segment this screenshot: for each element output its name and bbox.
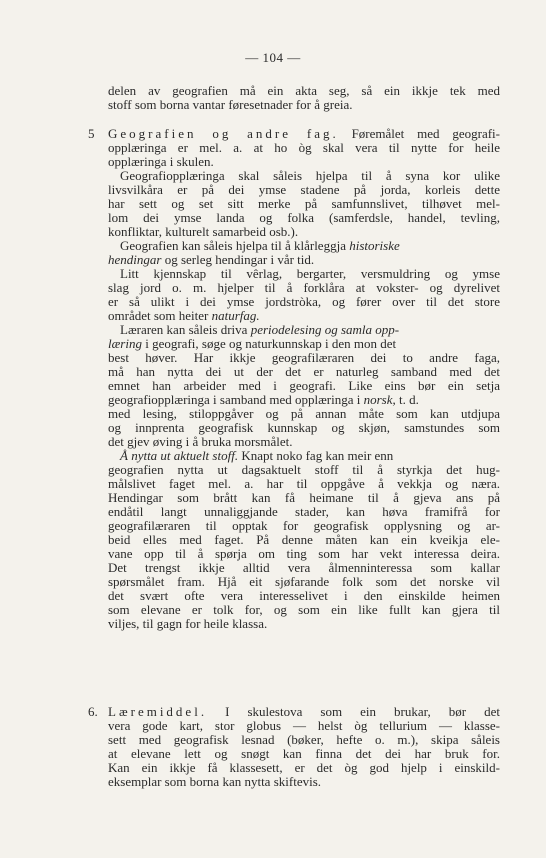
text-line: endåtil langt unnaliggjande stader, kan høva framifrå for xyxy=(108,504,500,519)
intro-paragraph xyxy=(108,84,500,112)
text-line: Litt kjennskap til vêrlag, bergarter, versmuldring og ymse xyxy=(120,266,500,281)
text-line: Å nytta ut aktuelt stoff. Knapt noko fag kan meir enn xyxy=(120,448,394,463)
text-line: konfliktar, kulturelt samarbeid osb.). xyxy=(108,224,299,239)
text-line: sett med geografisk lesnad (bøker, hefte o. m.), skipa såleis xyxy=(108,732,500,747)
section-number: 6. xyxy=(88,704,98,719)
text-line: det gjev øving i å bruka morsmålet. xyxy=(108,434,293,449)
text-line: emnet han arbeider med i geografi. Like eins bør ein setja xyxy=(108,378,500,393)
text-line: viljes, til gagn for heile klassa. xyxy=(108,616,268,631)
text-line: Kan ein ikkje få klassesett, er det òg god hjelp i einskild- xyxy=(108,760,500,775)
text-line: Læraren kan såleis driva periodelesing og samla opp- xyxy=(120,322,400,337)
text-line: beid elles med faget. På denne måten kan ein kveikja ele- xyxy=(108,532,500,547)
text-line: er så ulikt i dei ymse jordstròka, og fører over til det store xyxy=(108,294,500,309)
text-line: opplæringa er mel. a. at ho òg skal vera til nytte for heile xyxy=(108,140,500,155)
text-line: geografiopplæringa i samband med opplæringa i norsk, t. d. xyxy=(108,392,419,407)
text-line: som elevane er tolk for, og som ein like fullt kan gjera til xyxy=(108,602,500,617)
text-line: Geografiopplæringa skal såleis hjelpa til å syna kor ulike xyxy=(120,168,500,183)
text-line: stoff som borna vantar føresetnader for å greia. xyxy=(108,97,353,112)
text-line: opplæringa i skulen. xyxy=(108,154,214,169)
text-line: vera gode kart, stor globus — helst òg tellurium — klasse- xyxy=(108,718,500,733)
section-5 xyxy=(108,127,500,631)
page-number: — 104 — xyxy=(245,50,301,65)
text-line: delen av geografien må ein akta seg, så ein ikkje tek med xyxy=(108,83,500,98)
text-line: og innprenta geografisk kunnskap og skjøn, samstundes som xyxy=(108,420,500,435)
text-line: må han nytta dei ut der det er naturleg samband med det xyxy=(108,364,500,379)
text-line: Hendingar som brått kan få heimane til å gjeva ans på xyxy=(108,490,500,505)
text-line: Geografien og andre fag. Føremålet med geografi- xyxy=(108,126,500,141)
text-line: hendingar og serleg hendingar i vår tid. xyxy=(108,252,315,267)
text-line: livsvilkåra er på dei ymse stadene på jorda, korleis dette xyxy=(108,182,500,197)
text-line: det svært ofte vera interesselivet i den einskilde heimen xyxy=(108,588,500,603)
text-line: geografilæraren til opptak for geografisk opplysning og ar- xyxy=(108,518,500,533)
text-line: målslivet faget mel. a. har til oppgåve å vekkja og næra. xyxy=(108,476,500,491)
text-line: læring i geografi, søge og naturkunnskap i den mon det xyxy=(108,336,397,351)
text-line: best høver. Har ikkje geografilæraren dei to andre faga, xyxy=(108,350,500,365)
text-line: slag jord o. m. hjelper til å forklåra at vokster- og dyrelivet xyxy=(108,280,500,295)
text-line: med lesing, stiloppgåver og på annan måte som kan utdjupa xyxy=(108,406,500,421)
text-line: vane opp til å spørja om ting som har vekt interessa deira. xyxy=(108,546,500,561)
text-line: geografien nytta ut dagsaktuelt stoff til å styrkja det hug- xyxy=(108,462,500,477)
text-line: Det trengst ikkje alltid vera ålmenninteressa som kallar xyxy=(108,560,500,575)
text-line: at elevane lett og snøgt kan finna det dei har bruk for. xyxy=(108,746,500,761)
section-number: 5 xyxy=(88,126,95,141)
text-line: spørsmålet fram. Hjå eit sjøfarande folk som det norske vil xyxy=(108,574,500,589)
text-line: eksemplar som borna kan nytta skiftevis. xyxy=(108,774,322,789)
text-line: lom dei ymse landa og folka (samferdsle, handel, tevling, xyxy=(108,210,500,225)
text-line: har sett og set sitt merke på samfunnslivet, tilhøvet mel- xyxy=(108,196,500,211)
text-line: området som heiter naturfag. xyxy=(108,308,260,323)
text-line: Læremiddel. I skulestova som ein brukar, bør det xyxy=(108,704,500,719)
section-6 xyxy=(108,705,500,789)
text-line: Geografien kan såleis hjelpa til å klårleggja historiske xyxy=(120,238,400,253)
section-heading: Læremiddel. xyxy=(108,704,208,719)
section-heading: Geografien og andre fag. xyxy=(108,126,339,141)
